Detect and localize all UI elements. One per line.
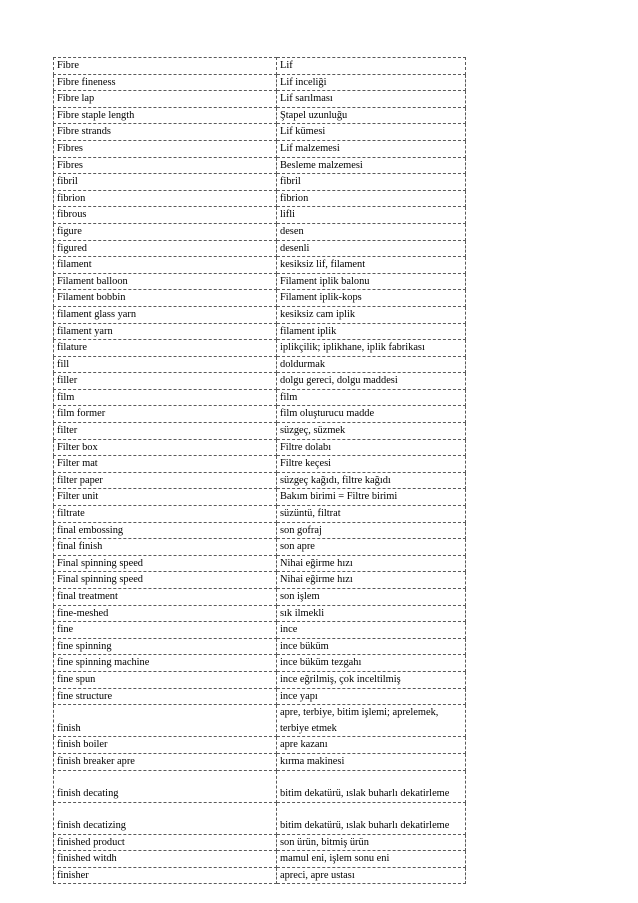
glossary-row [54,555,466,572]
turkish-translation: Filtre keçesi [277,456,466,473]
glossary-row [54,539,466,556]
glossary-row [54,655,466,672]
english-term: finisher [54,867,277,884]
glossary-row [54,373,466,390]
english-term: figure [54,223,277,240]
english-term: filament glass yarn [54,306,277,323]
glossary-row [54,157,466,174]
glossary-row [54,737,466,754]
english-term: finished product [54,834,277,851]
turkish-translation: film oluşturucu madde [277,406,466,423]
glossary-row [54,423,466,440]
english-term: fibrous [54,207,277,224]
glossary-row [54,506,466,523]
glossary-row [54,140,466,157]
glossary-row [54,174,466,191]
english-term: fine [54,622,277,639]
glossary-row [54,190,466,207]
glossary-body [54,58,466,884]
english-term: fibril [54,174,277,191]
english-term: fine spinning [54,638,277,655]
turkish-translation: ince büküm [277,638,466,655]
turkish-translation: apreci, apre ustası [277,867,466,884]
turkish-translation: Ştapel uzunluğu [277,107,466,124]
turkish-translation: Filtre dolabı [277,439,466,456]
glossary-row [54,688,466,705]
english-term: Fibre fineness [54,74,277,91]
glossary-row [54,91,466,108]
turkish-translation: kesiksiz cam iplik [277,306,466,323]
english-term: Fibre staple length [54,107,277,124]
turkish-translation: süzgeç kağıdı, filtre kağıdı [277,472,466,489]
glossary-row [54,406,466,423]
english-term: Filter box [54,439,277,456]
glossary-row [54,223,466,240]
english-term: fine-meshed [54,605,277,622]
glossary-row [54,439,466,456]
glossary-row [54,340,466,357]
english-term: filler [54,373,277,390]
turkish-translation: Bakım birimi = Filtre birimi [277,489,466,506]
turkish-translation: kırma makinesi [277,753,466,770]
english-term: Final spinning speed [54,572,277,589]
english-term: Fibre lap [54,91,277,108]
glossary-row [54,456,466,473]
turkish-translation: Lif kümesi [277,124,466,141]
turkish-translation: Filament iplik balonu [277,273,466,290]
turkish-translation: doldurmak [277,356,466,373]
glossary-row [54,273,466,290]
turkish-translation: Lif inceliği [277,74,466,91]
english-term: figured [54,240,277,257]
english-term: final finish [54,539,277,556]
glossary-row [54,389,466,406]
turkish-translation: ince büküm tezgahı [277,655,466,672]
glossary-row [54,124,466,141]
turkish-translation: son işlem [277,589,466,606]
turkish-translation: süzgeç, süzmek [277,423,466,440]
turkish-translation: film [277,389,466,406]
english-term: Fibres [54,140,277,157]
turkish-translation: Nihai eğirme hızı [277,555,466,572]
turkish-translation: ince yapı [277,688,466,705]
glossary-row [54,323,466,340]
glossary-row [54,589,466,606]
english-term: finish decatizing [54,802,277,834]
glossary-row [54,638,466,655]
turkish-translation: fibrion [277,190,466,207]
turkish-translation: son gofraj [277,522,466,539]
english-term: finished witdh [54,851,277,868]
glossary-row [54,622,466,639]
english-term: final embossing [54,522,277,539]
turkish-translation: filament iplik [277,323,466,340]
english-term: Filament bobbin [54,290,277,307]
english-term: finish breaker apre [54,753,277,770]
english-term: finish boiler [54,737,277,754]
english-term: filter [54,423,277,440]
english-term: Filament balloon [54,273,277,290]
turkish-translation: mamul eni, işlem sonu eni [277,851,466,868]
turkish-translation: kesiksiz lif, filament [277,257,466,274]
english-term: Filter mat [54,456,277,473]
glossary-row [54,770,466,802]
glossary-row [54,472,466,489]
glossary-row [54,802,466,834]
glossary-row [54,74,466,91]
glossary-row [54,356,466,373]
english-term: filter paper [54,472,277,489]
glossary-row [54,572,466,589]
turkish-translation: desenli [277,240,466,257]
glossary-row [54,207,466,224]
glossary-row [54,306,466,323]
english-term: fine structure [54,688,277,705]
turkish-translation: fibril [277,174,466,191]
glossary-row [54,753,466,770]
glossary-row [54,851,466,868]
turkish-translation: son ürün, bitmiş ürün [277,834,466,851]
glossary-row [54,671,466,688]
turkish-translation: iplikçilik; iplikhane, iplik fabrikası [277,340,466,357]
english-term: Fibre strands [54,124,277,141]
english-term: fill [54,356,277,373]
english-term: fine spinning machine [54,655,277,672]
glossary-table [53,57,466,884]
glossary-row [54,257,466,274]
glossary-row [54,240,466,257]
glossary-row [54,867,466,884]
turkish-translation: sık ilmekli [277,605,466,622]
english-term: filament [54,257,277,274]
english-term: fibrion [54,190,277,207]
glossary-row [54,489,466,506]
english-term: final treatment [54,589,277,606]
turkish-translation: dolgu gereci, dolgu maddesi [277,373,466,390]
glossary-row [54,107,466,124]
turkish-translation: apre kazanı [277,737,466,754]
turkish-translation: desen [277,223,466,240]
english-term: finish [54,705,277,737]
turkish-translation: Lif [277,58,466,75]
english-term: finish decating [54,770,277,802]
glossary-row [54,58,466,75]
turkish-translation: son apre [277,539,466,556]
glossary-row [54,605,466,622]
turkish-translation: ince [277,622,466,639]
english-term: film former [54,406,277,423]
glossary-row [54,290,466,307]
english-term: film [54,389,277,406]
glossary-row [54,834,466,851]
turkish-translation: süzüntü, filtrat [277,506,466,523]
turkish-translation: lifli [277,207,466,224]
turkish-translation: Besleme malzemesi [277,157,466,174]
english-term: filament yarn [54,323,277,340]
turkish-translation: Lif malzemesi [277,140,466,157]
glossary-row [54,705,466,737]
turkish-translation: bitim dekatürü, ıslak buharlı dekatirleme [277,802,466,834]
turkish-translation: apre, terbiye, bitim işlemi; aprelemek, terbiye etmek [277,705,466,737]
english-term: Filter unit [54,489,277,506]
english-term: Fibre [54,58,277,75]
turkish-translation: Nihai eğirme hızı [277,572,466,589]
turkish-translation: Filament iplik-kops [277,290,466,307]
glossary-row [54,522,466,539]
turkish-translation: Lif sarılması [277,91,466,108]
english-term: filature [54,340,277,357]
english-term: fine spun [54,671,277,688]
english-term: Fibres [54,157,277,174]
turkish-translation: ince eğrilmiş, çok inceltilmiş [277,671,466,688]
english-term: filtrate [54,506,277,523]
turkish-translation: bitim dekatürü, ıslak buharlı dekatirleme [277,770,466,802]
english-term: Final spinning speed [54,555,277,572]
